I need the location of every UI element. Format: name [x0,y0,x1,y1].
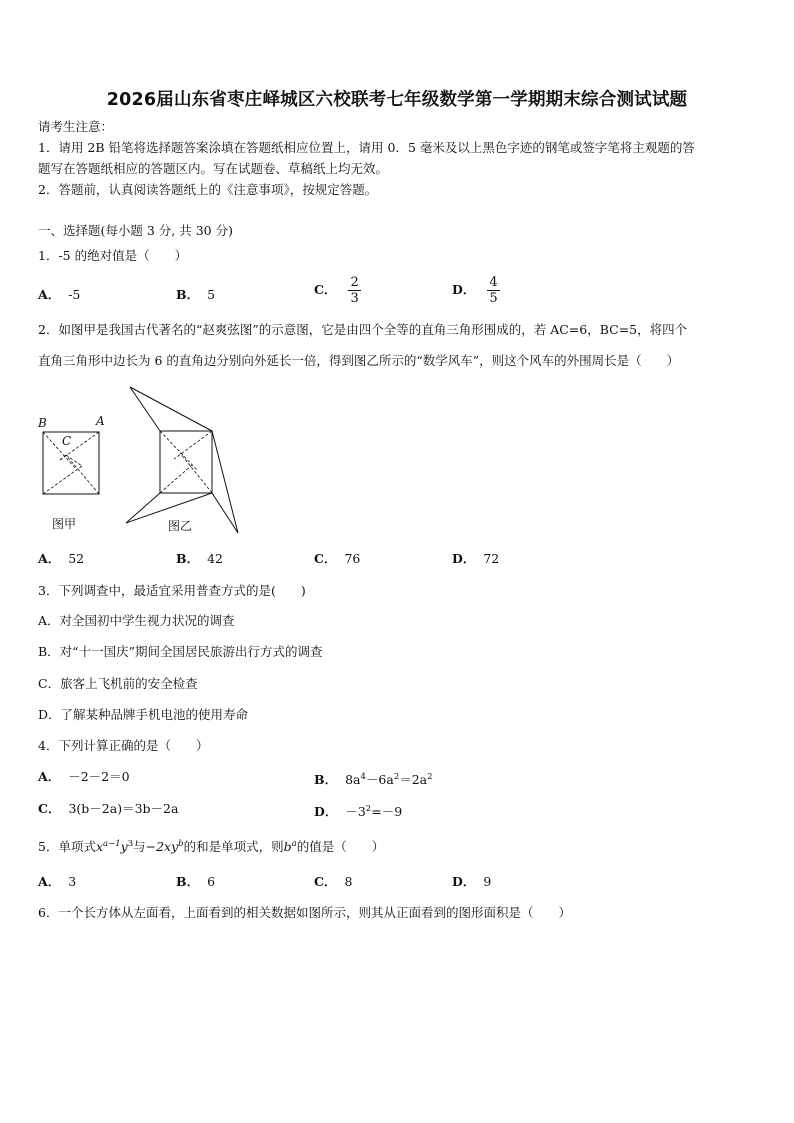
question-5-stem: 5．单项式$x^{a-1}y^3$与$-2xy^b$的和是单项式，则$b^a$的值是（ ） [38,839,385,855]
q4-option-a: A． －2－2＝0 [38,769,130,784]
figure-jia-diagram [36,412,108,502]
question-6-stem: 6．一个长方体从左面看，上面看到的相关数据如图所示，则其从正面看到的图形面积是（ ） [38,905,571,920]
q3-option-a: A．对全国初中学生视力状况的调查 [38,613,235,628]
q3-option-b: B．对“十一国庆”期间全国居民旅游出行方式的调查 [38,644,323,659]
q2-option-b: B． 42 [176,551,223,566]
q2-option-d: D． 72 [452,551,500,566]
q2-option-a: A． 52 [38,551,85,566]
windmill-inner-lines [160,431,212,493]
q4-option-b: B． $8a^4-6a^2=2a^2$ [314,772,433,788]
figure-jia-caption: 图甲 [52,517,77,531]
figure-yi-windmill [118,383,243,535]
point-a-label: A [96,414,105,428]
point-c-label: C [62,434,72,448]
q3-option-d: D．了解某种品牌手机电池的使用寿命 [38,707,249,722]
q4-option-c: C． 3(b－2a)＝3b－2a [38,801,179,816]
question-1-stem: 1．-5 的绝对值是（ ） [38,248,188,263]
fraction-2-3: $\frac{2}{3}$ [350,275,359,306]
q3-option-c: C．旅客上飞机前的安全检查 [38,676,198,691]
section-heading: 一、选择题(每小题 3 分, 共 30 分) [38,223,233,238]
figure-yi-caption: 图乙 [168,519,193,533]
q5-option-b: B． 6 [176,874,216,889]
q4-option-d: D． $-3^2=-9$ [314,804,403,820]
q2-option-c: C． 76 [314,551,361,566]
q1-option-c: C． $\frac{2}{3}$ [314,275,359,306]
q1-option-a: A． -5 [38,287,81,302]
question-3-stem: 3．下列调查中，最适宜采用普查方式的是( ) [38,583,306,598]
question-2-stem-line-1: 2．如图甲是我国古代著名的“赵爽弦图”的示意图，它是由四个全等的直角三角形围成的，若 AC=6，BC=5，将四个 [38,322,688,337]
question-2-stem-line-2: 直角三角形中边长为 6 的直角边分别向外延长一倍，得到图乙所示的“数学风车”，则这个风车的外围周长是（ ） [38,353,680,368]
notice-line-2: 题写在答题纸相应的答题区内。写在试题卷、草稿纸上均无效。 [38,161,389,176]
q5-option-c: C． 8 [314,874,353,889]
q1-option-d: D． $\frac{4}{5}$ [452,275,498,306]
exam-title: 2026届山东省枣庄峄城区六校联考七年级数学第一学期期末综合测试试题 [106,90,688,110]
point-b-label: B [38,416,47,430]
notice-line-1: 1．请用 2B 铅笔将选择题答案涂填在答题纸相应位置上，请用 0．5 毫米及以上黑色字迹的钢笔或签字笔将主观题的答 [38,140,695,155]
question-4-stem: 4．下列计算正确的是（ ） [38,738,209,753]
q1-option-b: B． 5 [176,287,216,302]
notice-heading: 请考生注意： [38,119,114,134]
notice-line-3: 2．答题前，认真阅读答题纸上的《注意事项》，按规定答题。 [38,182,378,197]
fraction-4-5: $\frac{4}{5}$ [489,275,498,306]
windmill-blades [126,387,238,533]
q5-option-a: A． 3 [38,874,77,889]
q5-option-d: D． 9 [452,874,492,889]
